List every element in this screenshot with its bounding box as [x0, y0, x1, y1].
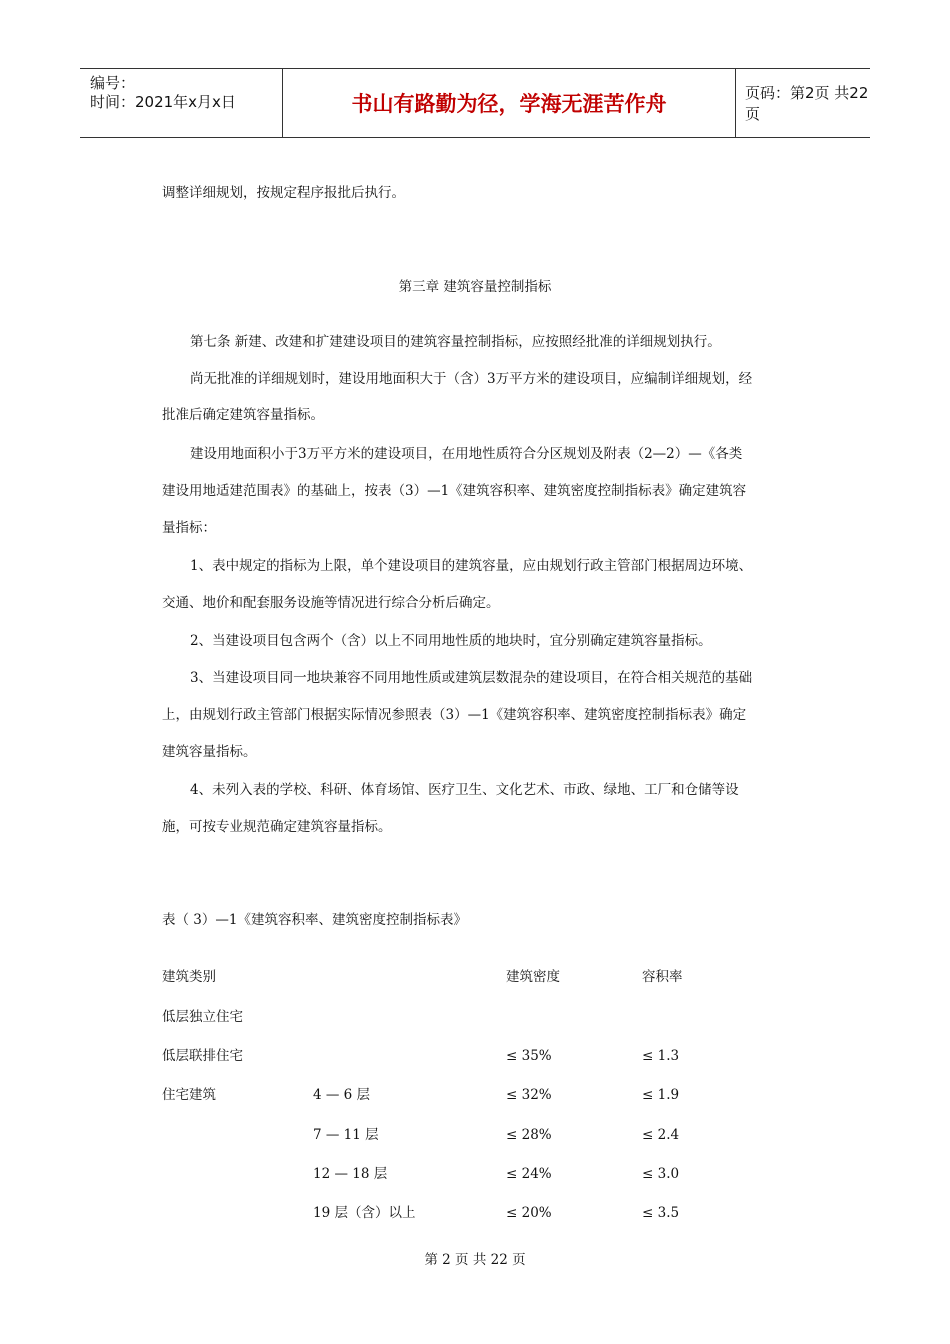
table-cell-far: ≤ 1.3: [642, 1048, 680, 1064]
table-cell-density: ≤ 28%: [506, 1127, 552, 1143]
table-cell-sub: 4 — 6 层: [313, 1087, 371, 1103]
table-cell-category: 住宅建筑: [162, 1087, 216, 1103]
table-caption: 表（ 3）—1《建筑容积率、建筑密度控制指标表》: [162, 912, 467, 928]
paragraph: 第七条 新建、改建和扩建建设项目的建筑容量控制指标，应按照经批准的详细规划执行。: [190, 334, 721, 350]
table-cell-category: 低层联排住宅: [162, 1048, 243, 1064]
table-header-category: 建筑类别: [162, 969, 216, 985]
table-cell-category: 低层独立住宅: [162, 1009, 243, 1025]
table-cell-far: ≤ 3.0: [642, 1166, 680, 1182]
chapter-title: 第三章 建筑容量控制指标: [398, 279, 552, 295]
paragraph-line: 量指标：: [162, 520, 216, 536]
paragraph-line: 批准后确定建筑容量指标。: [162, 407, 324, 423]
paragraph-line: 尚无批准的详细规划时，建设用地面积大于（含）3万平方米的建设项目，应编制详细规划，经: [190, 371, 753, 387]
paragraph-line: 1、表中规定的指标为上限，单个建设项目的建筑容量，应由规划行政主管部门根据周边环境、: [190, 558, 753, 574]
paragraph-line: 3、当建设项目同一地块兼容不同用地性质或建筑层数混杂的建设项目，在符合相关规范的基础: [190, 670, 753, 686]
table-cell-density: ≤ 35%: [506, 1048, 552, 1064]
table-cell-far: ≤ 1.9: [642, 1087, 680, 1103]
date-label: 时间：2021年x月x日: [90, 93, 236, 111]
header-motto: 书山有路勤为径，学海无涯苦作舟: [282, 69, 736, 137]
paragraph-line: 交通、地价和配套服务设施等情况进行综合分析后确定。: [162, 595, 500, 611]
paragraph-line: 建设用地适建范围表》的基础上，按表（3）—1《建筑容积率、建筑密度控制指标表》确定建筑容: [162, 483, 747, 499]
paragraph: 调整详细规划，按规定程序报批后执行。: [162, 185, 405, 201]
page-header: [80, 68, 870, 138]
paragraph-line: 建筑容量指标。: [162, 744, 257, 760]
table-cell-sub: 7 — 11 层: [313, 1127, 379, 1143]
paragraph: 2、当建设项目包含两个（含）以上不同用地性质的地块时，宜分别确定建筑容量指标。: [190, 633, 712, 649]
table-header-density: 建筑密度: [506, 969, 560, 985]
table-cell-density: ≤ 32%: [506, 1087, 552, 1103]
table-cell-sub: 19 层（含）以上: [313, 1205, 416, 1221]
paragraph-line: 建设用地面积小于3万平方米的建设项目，在用地性质符合分区规划及附表（2—2）—《各类: [190, 446, 743, 462]
table-cell-far: ≤ 3.5: [642, 1205, 680, 1221]
header-page-label: 页码：第2页 共22页: [745, 84, 869, 123]
table-cell-far: ≤ 2.4: [642, 1127, 680, 1143]
table-header-far: 容积率: [642, 969, 683, 985]
paragraph-line: 施，可按专业规范确定建筑容量指标。: [162, 819, 392, 835]
paragraph-line: 上，由规划行政主管部门根据实际情况参照表（3）—1《建筑容积率、建筑密度控制指标表》确定: [162, 707, 747, 723]
table-cell-sub: 12 — 18 层: [313, 1166, 388, 1182]
paragraph-line: 4、未列入表的学校、科研、体育场馆、医疗卫生、文化艺术、市政、绿地、工厂和仓储等设: [190, 782, 739, 798]
serial-label: 编号：: [90, 74, 136, 92]
header-meta: [80, 69, 282, 137]
table-cell-density: ≤ 24%: [506, 1166, 552, 1182]
page-footer: 第 2 页 共 22 页: [424, 1252, 526, 1268]
table-cell-density: ≤ 20%: [506, 1205, 552, 1221]
